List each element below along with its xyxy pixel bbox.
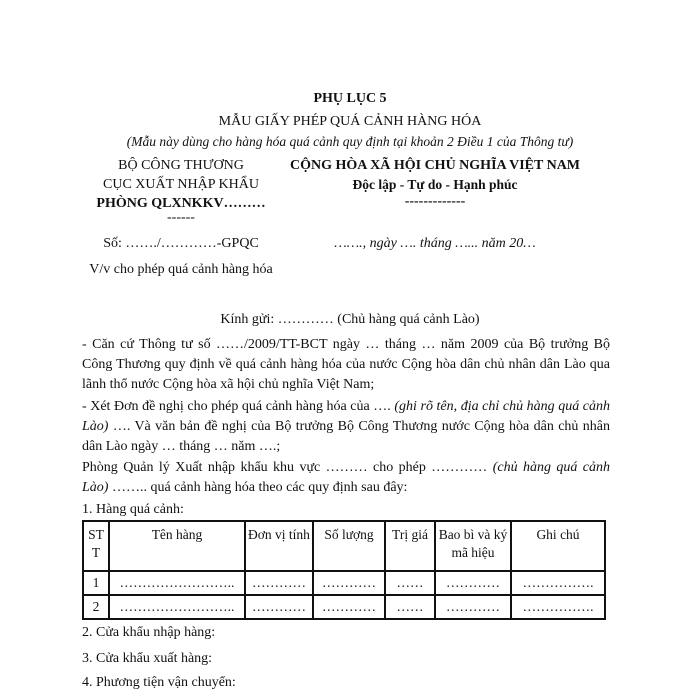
national-motto: Độc lập - Tự do - Hạnh phúc xyxy=(352,177,518,192)
cell-quantity: ………… xyxy=(313,571,385,595)
form-title: MẪU GIẤY PHÉP QUÁ CẢNH HÀNG HÓA xyxy=(218,114,482,129)
legal-basis-paragraph: - Căn cứ Thông tư số ……/2009/TT-BCT ngày … tháng … năm 2009 của Bộ trưởng Bộ Công Thương quy định về quá cảnh hàng hóa của nước Cộng hòa dân chủ nhân dân Lào qua lãnh thổ nước Cộng hòa xã hội chủ nghĩa Việt Nam; xyxy=(82,337,610,392)
cell-unit: ………… xyxy=(245,571,313,595)
goods-table xyxy=(82,520,606,620)
request-paragraph xyxy=(82,397,610,457)
header-unit: Đơn vị tính xyxy=(245,521,313,571)
left-divider: ------ xyxy=(167,210,195,225)
office-name: PHÒNG QLXNKKV……… xyxy=(96,196,266,211)
ministry-name: BỘ CÔNG THƯƠNG xyxy=(118,158,244,173)
header-value: Trị giá xyxy=(385,521,435,571)
request-text-start: - Xét Đơn đề nghị cho phép quá cảnh hàng hóa của …. xyxy=(82,399,395,414)
request-text-end: …. Và văn bản đề nghị của Bộ trưởng Bộ Công Thương nước Cộng hòa dân chủ nhân dân Lào ngày … tháng … năm ….; xyxy=(82,419,610,454)
permission-text-start: Phòng Quản lý Xuất nhập khẩu khu vực ……… cho phép ………… xyxy=(82,460,493,475)
request-text-italic: (ghi rõ tên, địa chỉ chủ hàng quá cảnh Lào) xyxy=(82,399,611,434)
cell-note: ……………. xyxy=(511,595,605,619)
cell-value: …… xyxy=(385,571,435,595)
cell-value: …… xyxy=(385,595,435,619)
country-name: CỘNG HÒA XÃ HỘI CHỦ NGHĨA VIỆT NAM xyxy=(290,158,581,173)
cell-quantity: ………… xyxy=(313,595,385,619)
section-transport: 4. Phương tiện vận chuyển: xyxy=(82,675,236,690)
cell-stt: 1 xyxy=(83,571,109,595)
cell-unit: ………… xyxy=(245,595,313,619)
table-row xyxy=(83,595,605,619)
section-goods: 1. Hàng quá cảnh: xyxy=(82,502,184,517)
document-number: Số: ……./…………-GPQC xyxy=(103,236,259,251)
permission-text-end: …….. quá cảnh hàng hóa theo các quy định sau đây: xyxy=(108,480,408,495)
header-note: Ghi chú xyxy=(511,521,605,571)
table-header-row xyxy=(83,521,605,571)
permission-paragraph xyxy=(82,458,610,498)
section-exit-gate: 3. Cửa khẩu xuất hàng: xyxy=(82,651,213,666)
permission-text-italic: (chủ hàng quá cảnh Lào) xyxy=(82,460,610,495)
header-packaging: Bao bì và ký mã hiệu xyxy=(435,521,511,571)
section-entry-gate: 2. Cửa khẩu nhập hàng: xyxy=(82,625,216,640)
cell-name: …………………….. xyxy=(109,595,245,619)
department-name: CỤC XUẤT NHẬP KHẨU xyxy=(103,177,259,192)
salutation: Kính gửi: ………… (Chủ hàng quá cảnh Lào) xyxy=(220,312,480,327)
document-subject: V/v cho phép quá cảnh hàng hóa xyxy=(89,262,273,277)
form-note: (Mẫu này dùng cho hàng hóa quá cảnh quy định tại khoản 2 Điều 1 của Thông tư) xyxy=(126,134,574,149)
cell-name: …………………….. xyxy=(109,571,245,595)
annex-label: PHỤ LỤC 5 xyxy=(313,91,387,106)
header-quantity: Số lượng xyxy=(313,521,385,571)
cell-stt: 2 xyxy=(83,595,109,619)
header-stt: ST T xyxy=(83,521,109,571)
date-line: ……., ngày …. tháng …... năm 20… xyxy=(334,236,536,251)
cell-packaging: ………… xyxy=(435,595,511,619)
cell-packaging: ………… xyxy=(435,571,511,595)
table-row xyxy=(83,571,605,595)
right-divider: ------------- xyxy=(404,194,466,209)
cell-note: ……………. xyxy=(511,571,605,595)
header-name: Tên hàng xyxy=(109,521,245,571)
